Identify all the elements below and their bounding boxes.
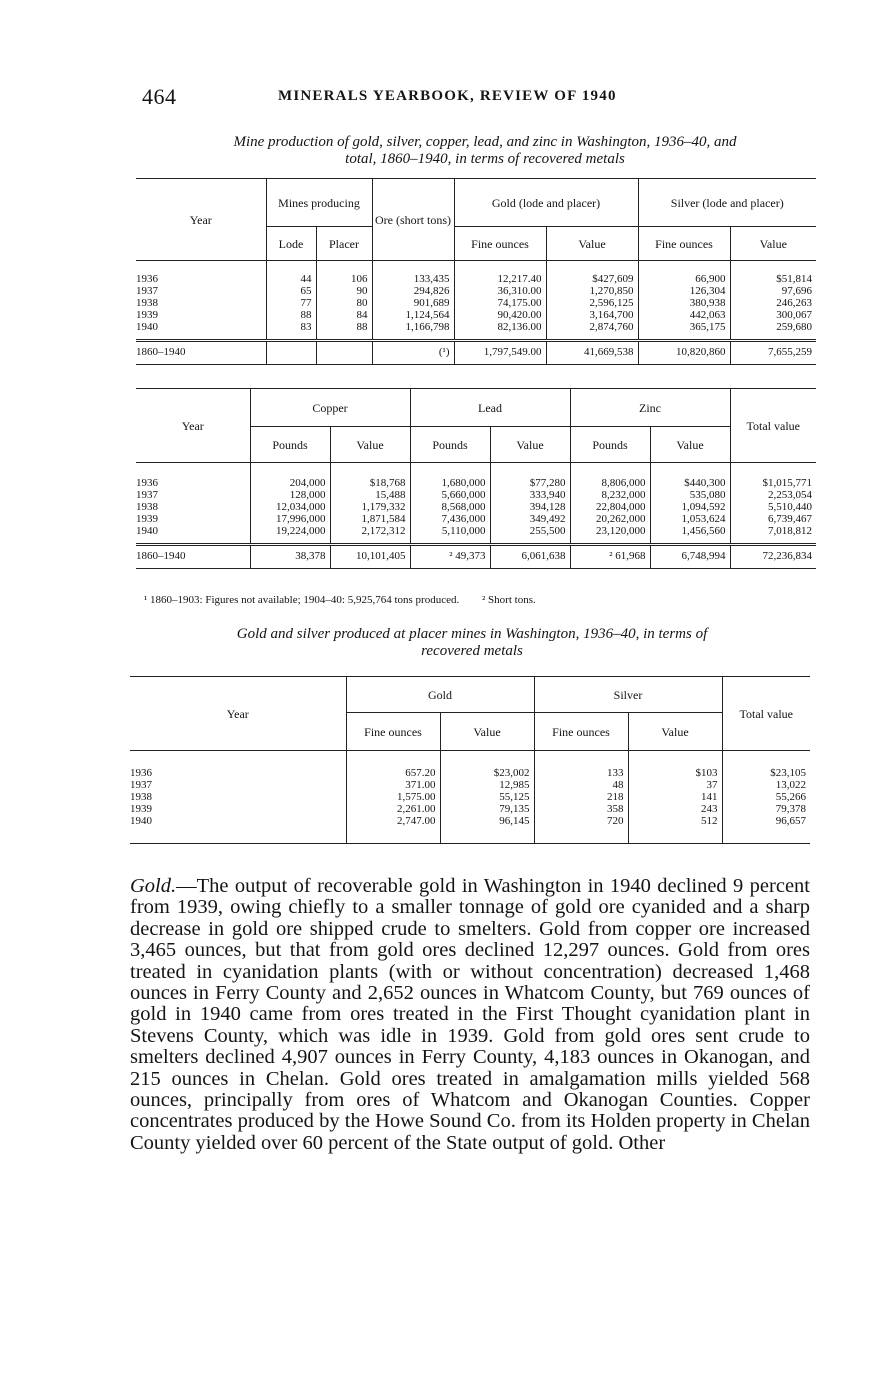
table1-lower-body bbox=[136, 463, 816, 545]
value-cell: 10,820,860 bbox=[638, 341, 730, 365]
value-cell: 7,018,812 bbox=[730, 525, 816, 545]
col-lead-pounds: Pounds bbox=[410, 427, 490, 463]
col-silver: Silver (lode and placer) bbox=[638, 179, 816, 227]
value-cell: 65 bbox=[266, 285, 316, 297]
value-cell: 96,145 bbox=[440, 815, 534, 844]
table-row bbox=[136, 285, 816, 297]
col-gold-ounces: Fine ounces bbox=[346, 713, 440, 751]
year-cell: 1937 bbox=[136, 489, 158, 501]
table-row bbox=[136, 463, 816, 490]
value-cell: 1,179,332 bbox=[330, 501, 410, 513]
value-cell: 141 bbox=[628, 791, 722, 803]
value-cell: 133 bbox=[534, 751, 628, 780]
value-cell: 13,022 bbox=[722, 779, 810, 791]
year-cell: 1938 bbox=[130, 791, 152, 803]
value-cell: 97,696 bbox=[730, 285, 816, 297]
col-zinc-value: Value bbox=[650, 427, 730, 463]
col-copper-pounds: Pounds bbox=[250, 427, 330, 463]
value-cell: (¹) bbox=[372, 341, 454, 365]
col-total-value: Total value bbox=[730, 389, 816, 463]
page-number: 464 bbox=[142, 84, 177, 109]
value-cell: 5,110,000 bbox=[410, 525, 490, 545]
value-cell: 300,067 bbox=[730, 309, 816, 321]
col-zinc: Zinc bbox=[570, 389, 730, 427]
table1-caption-line1: Mine production of gold, silver, copper, lead, and zinc in Washington, 1936–40, and bbox=[233, 134, 737, 150]
value-cell: 3,164,700 bbox=[546, 309, 638, 321]
value-cell: 12,985 bbox=[440, 779, 534, 791]
table1-lower-total bbox=[136, 545, 816, 569]
page-header bbox=[142, 84, 822, 114]
table-row bbox=[136, 513, 816, 525]
year-cell: 1939 bbox=[136, 309, 158, 321]
value-cell: 19,224,000 bbox=[250, 525, 330, 545]
table-row bbox=[130, 815, 810, 844]
value-cell: 243 bbox=[628, 803, 722, 815]
year-cell: 1937 bbox=[130, 779, 152, 791]
year-cell: 1940 bbox=[130, 815, 346, 844]
value-cell: 82,136.00 bbox=[454, 321, 546, 341]
col-gold-value: Value bbox=[546, 227, 638, 261]
value-cell: 20,262,000 bbox=[570, 513, 650, 525]
value-cell: 380,938 bbox=[638, 297, 730, 309]
col-mines-producing: Mines producing bbox=[266, 179, 372, 227]
value-cell: 37 bbox=[628, 779, 722, 791]
value-cell: 84 bbox=[316, 309, 372, 321]
col-copper: Copper bbox=[250, 389, 410, 427]
table1-lower bbox=[136, 388, 816, 569]
value-cell: 133,435 bbox=[372, 261, 454, 286]
year-cell: 1938 bbox=[136, 297, 158, 309]
value-cell: 442,063 bbox=[638, 309, 730, 321]
value-cell: $103 bbox=[628, 751, 722, 780]
value-cell: 6,739,467 bbox=[730, 513, 816, 525]
col-placer: Placer bbox=[316, 227, 372, 261]
col-year: Year bbox=[136, 179, 266, 261]
total-row bbox=[136, 341, 816, 365]
value-cell: 1,166,798 bbox=[372, 321, 454, 341]
col-gold: Gold (lode and placer) bbox=[454, 179, 638, 227]
year-cell: 1936 bbox=[130, 767, 152, 779]
value-cell: ² 49,373 bbox=[410, 545, 490, 569]
col-silver-value: Value bbox=[730, 227, 816, 261]
value-cell: 72,236,834 bbox=[730, 545, 816, 569]
value-cell: 2,172,312 bbox=[330, 525, 410, 545]
value-cell: 79,135 bbox=[440, 803, 534, 815]
value-cell: 1,053,624 bbox=[650, 513, 730, 525]
table-row bbox=[130, 803, 810, 815]
table1-upper bbox=[136, 178, 816, 365]
table1-caption bbox=[140, 134, 830, 168]
value-cell: 2,253,054 bbox=[730, 489, 816, 501]
value-cell: 96,657 bbox=[722, 815, 810, 844]
value-cell: 48 bbox=[534, 779, 628, 791]
value-cell: 22,804,000 bbox=[570, 501, 650, 513]
value-cell: 17,996,000 bbox=[250, 513, 330, 525]
value-cell: 128,000 bbox=[250, 489, 330, 501]
value-cell: 1,680,000 bbox=[410, 463, 490, 490]
value-cell: 5,660,000 bbox=[410, 489, 490, 501]
col-gold-value: Value bbox=[440, 713, 534, 751]
col-silver-value: Value bbox=[628, 713, 722, 751]
year-cell: 1936 bbox=[136, 273, 158, 285]
table1-caption-line2: total, 1860–1940, in terms of recovered metals bbox=[345, 151, 625, 167]
value-cell: 365,175 bbox=[638, 321, 730, 341]
value-cell: $23,105 bbox=[722, 751, 810, 780]
value-cell: 12,217.40 bbox=[454, 261, 546, 286]
value-cell: 55,266 bbox=[722, 791, 810, 803]
table-row bbox=[136, 297, 816, 309]
col-zinc-pounds: Pounds bbox=[570, 427, 650, 463]
table-row bbox=[136, 501, 816, 513]
value-cell: 79,378 bbox=[722, 803, 810, 815]
table-row bbox=[136, 321, 816, 341]
paragraph-text: —The output of recoverable gold in Washington in 1940 declined 9 percent from 1939, owing chiefly to a smaller tonnage of gold ore cyanided and a sharp decrease in gold ore shipped crude to smelters. Gold from copper ore increased 3,465 ounces, but that from gold ores declined 12,297 ounces. Gold from ores treated in cyanidation plants (with or without concentration) decreased 1,468 ounces in Ferry County and 2,652 ounces in Whatcom County, but 769 ounces of gold in 1940 came from ores treated in the First Thought cyanidation plant in Stevens County, which was idle in 1939. Gold from gold ores sent crude to smelters declined 4,907 ounces in Ferry County, 4,183 ounces in Okanogan, and 215 ounces in Chelan. Gold ores treated in amalgamation mills yielded 568 ounces, principally from ores of Whatcom and Okanogan Counties. Copper concentrates produced by the Howe Sound Co. from its Holden property in Chelan County yielded over 60 percent of the State output of gold. Other bbox=[130, 875, 810, 1154]
value-cell: 38,378 bbox=[250, 545, 330, 569]
value-cell: 349,492 bbox=[490, 513, 570, 525]
year-cell: 1939 bbox=[136, 513, 158, 525]
year-cell: 1938 bbox=[136, 501, 158, 513]
value-cell: 1,797,549.00 bbox=[454, 341, 546, 365]
col-silver-ounces: Fine ounces bbox=[534, 713, 628, 751]
value-cell: 358 bbox=[534, 803, 628, 815]
col-lead-value: Value bbox=[490, 427, 570, 463]
value-cell: 126,304 bbox=[638, 285, 730, 297]
value-cell: 6,061,638 bbox=[490, 545, 570, 569]
year-cell: 1939 bbox=[130, 803, 152, 815]
value-cell: 7,655,259 bbox=[730, 341, 816, 365]
value-cell: 44 bbox=[266, 261, 316, 286]
value-cell: 7,436,000 bbox=[410, 513, 490, 525]
value-cell: 1,124,564 bbox=[372, 309, 454, 321]
table-row bbox=[136, 489, 816, 501]
col-year: Year bbox=[130, 677, 346, 751]
table1-upper-total bbox=[136, 341, 816, 365]
value-cell: 106 bbox=[316, 261, 372, 286]
col-lode: Lode bbox=[266, 227, 316, 261]
footnote-2: ² Short tons. bbox=[482, 594, 536, 606]
value-cell: 333,940 bbox=[490, 489, 570, 501]
year-cell: 1937 bbox=[136, 285, 158, 297]
table1-footnotes bbox=[144, 594, 556, 606]
table2-caption bbox=[130, 626, 814, 660]
col-gold-ounces: Fine ounces bbox=[454, 227, 546, 261]
table2-caption-line1: Gold and silver produced at placer mines in Washington, 1936–40, in terms of bbox=[236, 626, 708, 642]
body-paragraph bbox=[130, 876, 810, 1154]
value-cell: 204,000 bbox=[250, 463, 330, 490]
value-cell: 255,500 bbox=[490, 525, 570, 545]
value-cell: $51,814 bbox=[730, 261, 816, 286]
year-cell: 1940 bbox=[136, 525, 158, 537]
value-cell: 88 bbox=[316, 321, 372, 341]
value-cell: 1,270,850 bbox=[546, 285, 638, 297]
value-cell: 535,080 bbox=[650, 489, 730, 501]
value-cell: 2,261.00 bbox=[346, 803, 440, 815]
value-cell: 218 bbox=[534, 791, 628, 803]
table-row bbox=[130, 791, 810, 803]
value-cell: ² 61,968 bbox=[570, 545, 650, 569]
col-silver-ounces: Fine ounces bbox=[638, 227, 730, 261]
value-cell: 12,034,000 bbox=[250, 501, 330, 513]
value-cell: 1,456,560 bbox=[650, 525, 730, 545]
value-cell: 74,175.00 bbox=[454, 297, 546, 309]
value-cell: $23,002 bbox=[440, 751, 534, 780]
footnote-1: ¹ 1860–1903: Figures not available; 1904–40: 5,925,764 tons produced. bbox=[144, 594, 460, 606]
table-row bbox=[130, 751, 810, 780]
year-cell: 1860–1940 bbox=[136, 341, 266, 365]
col-copper-value: Value bbox=[330, 427, 410, 463]
col-gold: Gold bbox=[346, 677, 534, 713]
table-row bbox=[136, 525, 816, 545]
value-cell bbox=[316, 341, 372, 365]
table-row bbox=[130, 779, 810, 791]
value-cell: 2,596,125 bbox=[546, 297, 638, 309]
value-cell: $77,280 bbox=[490, 463, 570, 490]
value-cell: 1,094,592 bbox=[650, 501, 730, 513]
value-cell: 1,575.00 bbox=[346, 791, 440, 803]
col-ore: Ore (short tons) bbox=[372, 179, 454, 261]
value-cell: 23,120,000 bbox=[570, 525, 650, 545]
value-cell: 657.20 bbox=[346, 751, 440, 780]
table1-upper-body bbox=[136, 261, 816, 341]
total-row bbox=[136, 545, 816, 569]
value-cell: 2,747.00 bbox=[346, 815, 440, 844]
value-cell: 55,125 bbox=[440, 791, 534, 803]
value-cell: 512 bbox=[628, 815, 722, 844]
value-cell: 1,871,584 bbox=[330, 513, 410, 525]
year-cell: 1936 bbox=[136, 477, 158, 489]
value-cell: 10,101,405 bbox=[330, 545, 410, 569]
running-head: MINERALS YEARBOOK, REVIEW OF 1940 bbox=[278, 88, 617, 104]
paragraph-lead-in: Gold. bbox=[130, 875, 177, 897]
value-cell: 8,232,000 bbox=[570, 489, 650, 501]
value-cell: 294,826 bbox=[372, 285, 454, 297]
value-cell: $440,300 bbox=[650, 463, 730, 490]
value-cell: 15,488 bbox=[330, 489, 410, 501]
table-row bbox=[136, 261, 816, 286]
value-cell: 90,420.00 bbox=[454, 309, 546, 321]
value-cell: 901,689 bbox=[372, 297, 454, 309]
table-row bbox=[136, 309, 816, 321]
table2-caption-line2: recovered metals bbox=[421, 643, 523, 659]
col-lead: Lead bbox=[410, 389, 570, 427]
value-cell: 371.00 bbox=[346, 779, 440, 791]
value-cell: 66,900 bbox=[638, 261, 730, 286]
value-cell: 41,669,538 bbox=[546, 341, 638, 365]
value-cell: 246,263 bbox=[730, 297, 816, 309]
value-cell: 8,806,000 bbox=[570, 463, 650, 490]
value-cell: 77 bbox=[266, 297, 316, 309]
value-cell: 83 bbox=[266, 321, 316, 341]
value-cell bbox=[266, 341, 316, 365]
value-cell: 90 bbox=[316, 285, 372, 297]
value-cell: $1,015,771 bbox=[730, 463, 816, 490]
value-cell: 394,128 bbox=[490, 501, 570, 513]
table2-body bbox=[130, 751, 810, 844]
value-cell: 88 bbox=[266, 309, 316, 321]
value-cell: $427,609 bbox=[546, 261, 638, 286]
col-year: Year bbox=[136, 389, 250, 463]
col-total-value: Total value bbox=[722, 677, 810, 751]
table2 bbox=[130, 676, 810, 844]
year-cell: 1940 bbox=[136, 321, 158, 333]
value-cell: 8,568,000 bbox=[410, 501, 490, 513]
value-cell: 36,310.00 bbox=[454, 285, 546, 297]
value-cell: 259,680 bbox=[730, 321, 816, 341]
value-cell: 5,510,440 bbox=[730, 501, 816, 513]
value-cell: 2,874,760 bbox=[546, 321, 638, 341]
value-cell: $18,768 bbox=[330, 463, 410, 490]
year-cell: 1860–1940 bbox=[136, 545, 250, 569]
value-cell: 6,748,994 bbox=[650, 545, 730, 569]
value-cell: 80 bbox=[316, 297, 372, 309]
value-cell: 720 bbox=[534, 815, 628, 844]
col-silver: Silver bbox=[534, 677, 722, 713]
